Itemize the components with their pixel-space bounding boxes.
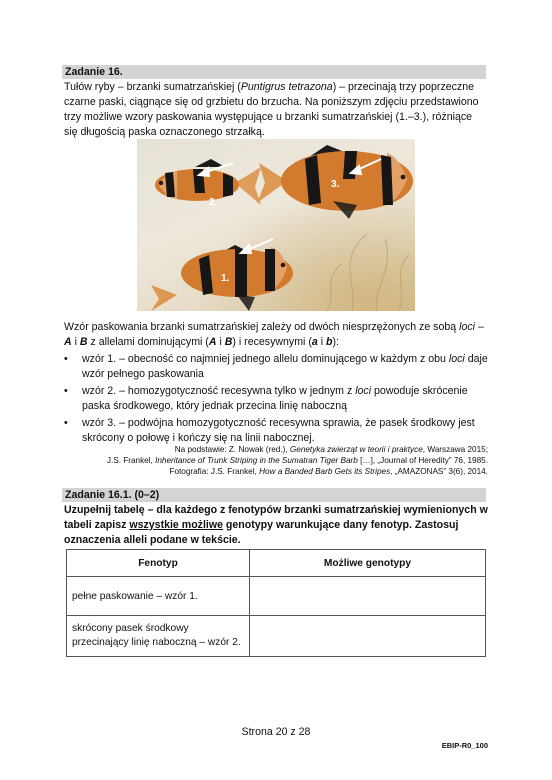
table-row bbox=[67, 577, 486, 616]
bullet-icon: • bbox=[64, 353, 68, 365]
list-item: • wzór 1. – obecność co najmniej jednego allelu dominującego w każdym z obu loci daje wzór pełnego paskowania bbox=[64, 353, 488, 380]
fish-photo bbox=[137, 139, 415, 311]
page-number: Strona 20 z 28 bbox=[241, 726, 311, 738]
phenotype-cell: pełne paskowanie – wzór 1. bbox=[67, 577, 250, 616]
source-line-1: Na podstawie: Z. Nowak (red.), Genetyka zwierząt w teorii i praktyce, Warszawa 2015; bbox=[174, 445, 488, 454]
fish-label-1: 1. bbox=[221, 273, 230, 284]
source-line-2: J.S. Frankel, Inheritance of Trunk Striping in the Sumatran Tiger Barb […], „Journal of Heredity” 76, 1985. bbox=[106, 456, 488, 465]
inheritance-paragraph: Wzór paskowania brzanki sumatrzańskiej zależy od dwóch niesprzężonych ze sobą loci – A i B z allelami dominującymi (A i B) i recesywnymi (a i b): bbox=[64, 321, 484, 348]
task-16-1-heading: Zadanie 16.1. (0–2) bbox=[62, 488, 486, 502]
fish-label-2: 2. bbox=[209, 197, 218, 208]
list-item: • wzór 3. – podwójna homozygotyczność recesywna sprawia, że pasek środkowy jest skrócony o połowę i kończy się na linii nabocznej. bbox=[64, 417, 475, 444]
list-item: • wzór 2. – homozygotyczność recesywna tylko w jednym z loci powoduje skrócenie paska środkowego, który jednak przecina linię naboczną bbox=[64, 385, 468, 412]
genotype-answer-cell[interactable] bbox=[250, 577, 486, 616]
fish-label-3: 3. bbox=[331, 179, 340, 190]
species-name: Puntigrus tetrazona bbox=[240, 81, 333, 93]
genotype-answer-cell[interactable] bbox=[250, 616, 486, 657]
sources bbox=[48, 444, 488, 477]
source-line-3: Fotografia: J.S. Frankel, How a Banded Barb Gets its Stripes, „AMAZONAS” 3(6), 2014. bbox=[169, 467, 488, 476]
genotype-table bbox=[66, 549, 486, 657]
table-row bbox=[67, 616, 486, 657]
task-instruction: Uzupełnij tabelę – dla każdego z fenotypów brzanki sumatrzańskiej wymienionych w tabeli zapisz wszystkie możliwe genotypy warunkujące dany fenotyp. Zastosuj oznaczenia alleli podane w tekście. bbox=[64, 504, 488, 546]
fish-illustration bbox=[137, 139, 415, 311]
task-16-intro: Tułów ryby – brzanki sumatrzańskiej (Puntigrus tetrazona) – przecinają trzy poprzeczne czarne paski, ciągnące się od grzbietu do brzucha. Na poniższym zdjęciu przedstawiono trzy możliwe wzory paskowania występujące u brzanki sumatrzańskiej (1.–3.), różniące się długością paska oznaczonego strzałką. bbox=[64, 81, 479, 138]
column-header-phenotype: Fenotyp bbox=[67, 550, 250, 577]
bullet-icon: • bbox=[64, 417, 68, 429]
phenotype-cell: skrócony pasek środkowy przecinający linię naboczną – wzór 2. bbox=[67, 616, 250, 657]
column-header-genotypes: Możliwe genotypy bbox=[250, 550, 486, 577]
exam-code: EBIP-R0_100 bbox=[441, 741, 488, 750]
pattern-list bbox=[64, 352, 488, 448]
bullet-icon: • bbox=[64, 385, 68, 397]
task-16-heading: Zadanie 16. bbox=[62, 65, 486, 79]
